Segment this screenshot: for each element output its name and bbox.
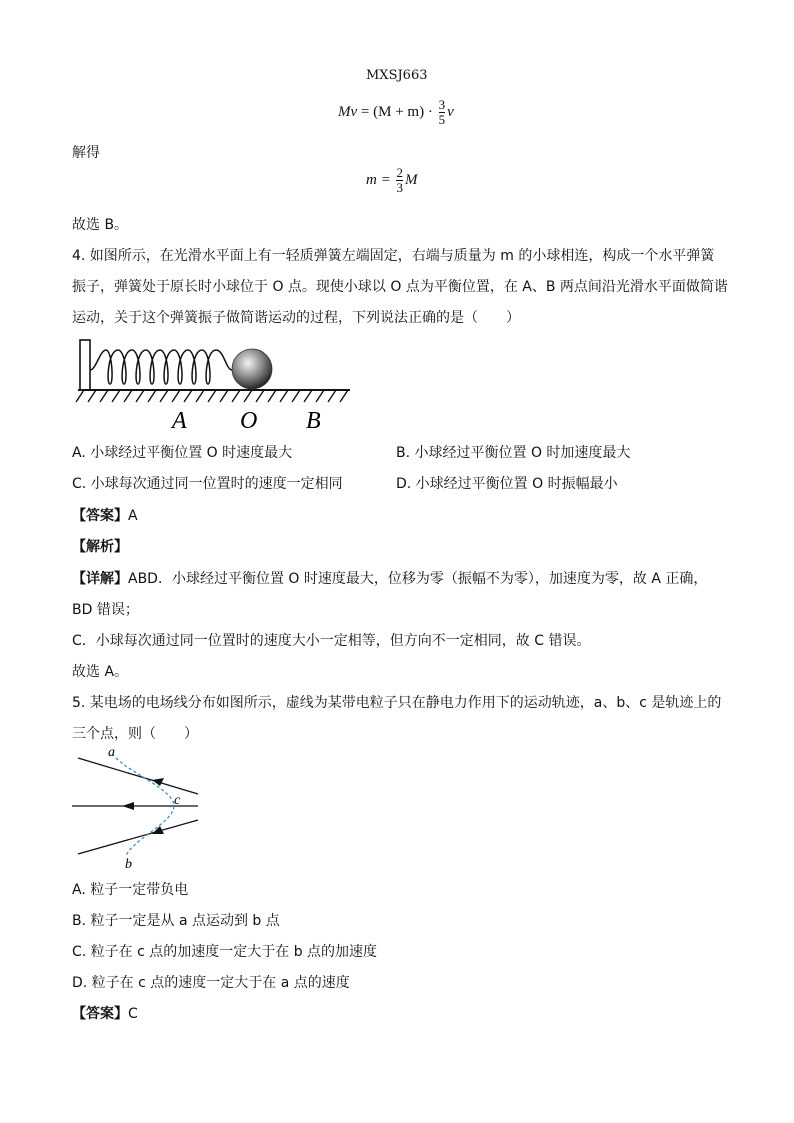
q4-select: 故选 A。 bbox=[72, 664, 129, 680]
q4-option-a: A. 小球经过平衡位置 O 时速度最大 bbox=[72, 445, 293, 461]
eq1-tail: v bbox=[447, 103, 454, 120]
q4-answer bbox=[72, 505, 138, 525]
solve-label: 解得 bbox=[72, 145, 100, 161]
select-b: 故选 B。 bbox=[72, 217, 129, 233]
label-O: O bbox=[240, 408, 258, 434]
label-B: B bbox=[306, 408, 321, 434]
field-line-bottom bbox=[78, 820, 198, 854]
label-b: b bbox=[125, 857, 132, 872]
q5-option-c: C. 粒子在 c 点的加速度一定大于在 b 点的加速度 bbox=[72, 944, 378, 960]
answer-tag: 【答案】 bbox=[72, 1006, 128, 1022]
header-code: MXSJ663 bbox=[366, 68, 428, 83]
equation-momentum bbox=[338, 98, 454, 127]
field-line-top bbox=[78, 758, 198, 794]
detail-text-1: ABD．小球经过平衡位置 O 时速度最大，位移为零（振幅不为零），加速度为零，故 A 正确， bbox=[128, 571, 708, 587]
q4-stem-line1: 4. 如图所示，在光滑水平面上有一轻质弹簧左端固定，右端与质量为 m 的小球相连，构成一个水平弹簧 bbox=[72, 248, 715, 264]
eq2-lhs: m = bbox=[366, 171, 395, 188]
eq1-mid: = (M + m) · bbox=[357, 103, 437, 120]
q4-stem-line3: 运动，关于这个弹簧振子做简谐运动的过程，下列说法正确的是（ ） bbox=[72, 310, 520, 326]
arrow-top bbox=[152, 778, 164, 786]
eq2-tail: M bbox=[404, 171, 418, 188]
ground-hatch bbox=[76, 390, 348, 402]
equation-mass bbox=[366, 166, 417, 195]
q4-option-d: D. 小球经过平衡位置 O 时振幅最小 bbox=[396, 476, 618, 492]
q5-option-b: B. 粒子一定是从 a 点运动到 b 点 bbox=[72, 913, 280, 929]
q5-answer bbox=[72, 1003, 138, 1023]
q5-stem-line1: 5. 某电场的电场线分布如图所示，虚线为某带电粒子只在静电力作用下的运动轨迹，a、b、c 是轨迹上的 bbox=[72, 695, 722, 711]
label-a: a bbox=[108, 745, 115, 760]
q4-stem-line2: 振子，弹簧处于原长时小球位于 O 点。现使小球以 O 点为平衡位置，在 A、B 两点间沿光滑水平面做简谐 bbox=[72, 279, 728, 295]
q4-option-c: C. 小球每次通过同一位置时的速度一定相同 bbox=[72, 476, 343, 492]
ball bbox=[232, 349, 272, 389]
electric-field-figure bbox=[70, 744, 210, 872]
q5-option-a: A. 粒子一定带负电 bbox=[72, 882, 189, 898]
q5-option-d: D. 粒子在 c 点的速度一定大于在 a 点的速度 bbox=[72, 975, 350, 991]
spring-oscillator-figure bbox=[74, 336, 354, 436]
q4-detail-line2: BD 错误； bbox=[72, 602, 139, 618]
eq1-lhs: Mv bbox=[338, 103, 358, 120]
label-c: c bbox=[174, 793, 181, 808]
spring bbox=[90, 350, 232, 384]
answer-value: C bbox=[128, 1006, 138, 1022]
eq1-fraction bbox=[439, 98, 446, 127]
q4-analysis-tag: 【解析】 bbox=[72, 539, 128, 555]
q5-stem-line2: 三个点，则（ ） bbox=[72, 726, 198, 742]
q4-detail-line3: C．小球每次通过同一位置时的速度大小一定相等，但方向不一定相同，故 C 错误。 bbox=[72, 633, 591, 649]
q4-detail-line1 bbox=[72, 568, 707, 588]
label-A: A bbox=[172, 408, 187, 434]
answer-value: A bbox=[128, 508, 138, 524]
detail-tag: 【详解】 bbox=[72, 571, 128, 587]
answer-tag: 【答案】 bbox=[72, 508, 128, 524]
q4-option-b: B. 小球经过平衡位置 O 时加速度最大 bbox=[396, 445, 631, 461]
wall bbox=[80, 340, 90, 390]
eq2-numerator: 2 bbox=[396, 165, 403, 180]
eq1-numerator: 3 bbox=[438, 97, 446, 112]
arrow-middle bbox=[122, 802, 134, 810]
eq1-denominator: 5 bbox=[438, 112, 446, 127]
eq2-denominator: 3 bbox=[396, 180, 403, 195]
eq2-fraction bbox=[396, 166, 403, 195]
